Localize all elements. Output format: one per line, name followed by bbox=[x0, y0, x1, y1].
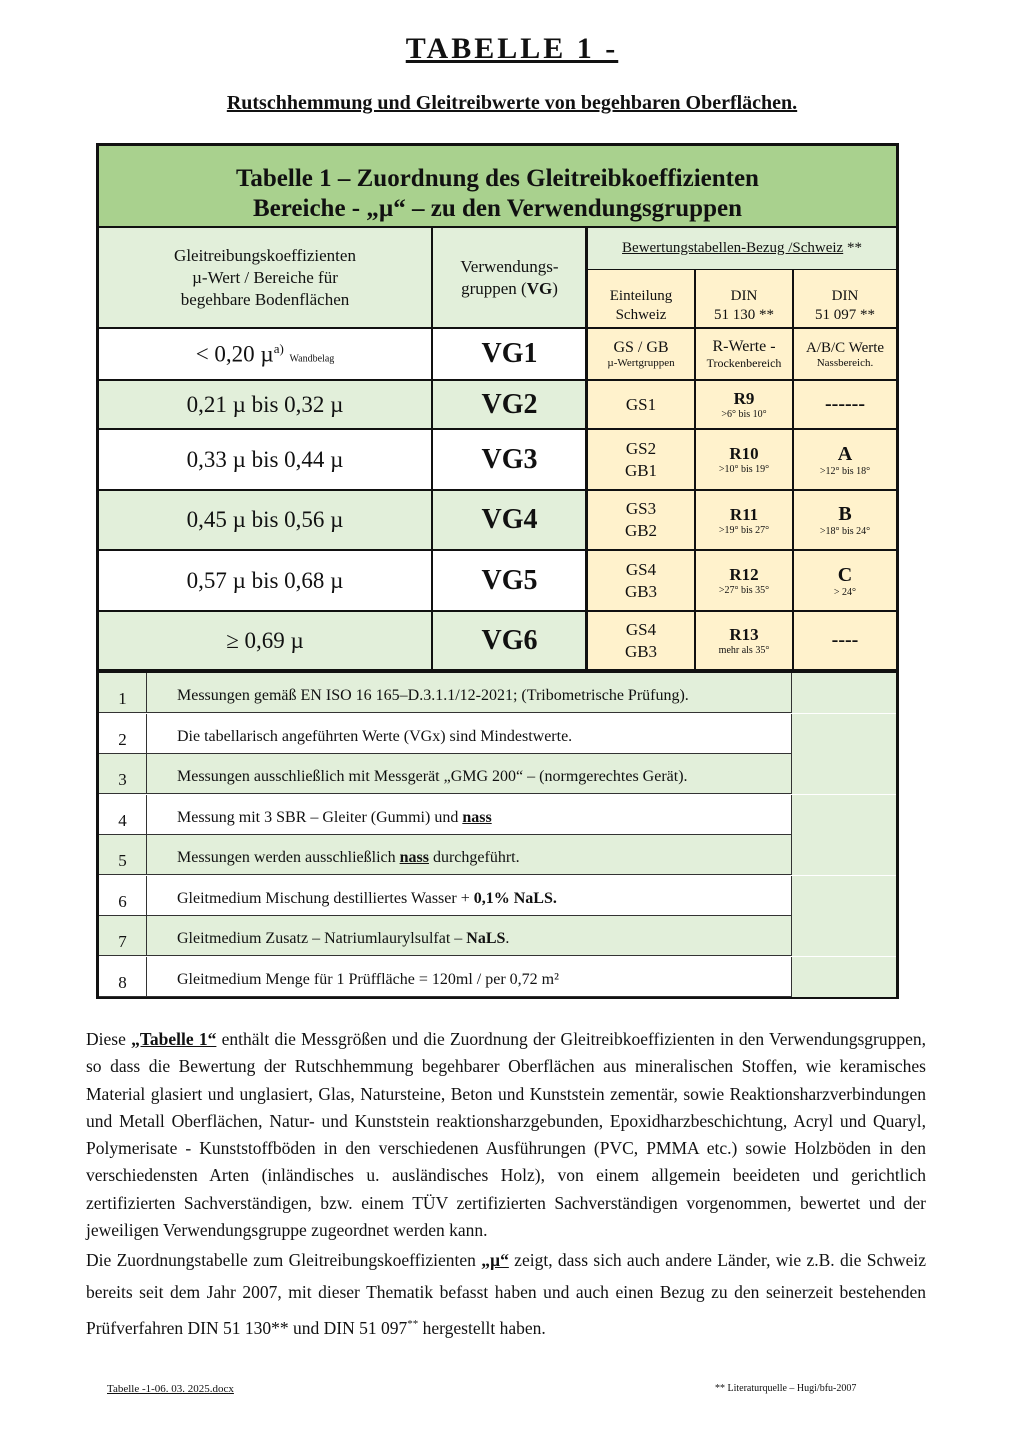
note-row bbox=[99, 835, 896, 875]
note-text: Gleitmedium Mischung destilliertes Wasser + 0,1% NaLS. bbox=[177, 889, 557, 907]
note-empty-cell bbox=[791, 876, 896, 916]
col-header-vg bbox=[431, 228, 586, 327]
row-r-value bbox=[694, 428, 792, 489]
range-value: 0,21 µ bis 0,32 µ bbox=[186, 391, 344, 417]
r-desc: >6° bis 10° bbox=[721, 409, 767, 420]
sub-header-din51130-line1: DIN bbox=[730, 287, 758, 304]
row-vg1-din51097: A/B/C Werte Nassbereich. bbox=[792, 327, 896, 379]
note-text: Gleitmedium Zusatz – Natriumlaurylsulfat – NaLS. bbox=[177, 930, 510, 947]
gb-value: GB2 bbox=[624, 521, 658, 540]
row-abc-value bbox=[792, 428, 896, 489]
sub-header-din51097-line1: DIN bbox=[831, 287, 859, 304]
row-r-value bbox=[694, 549, 792, 610]
row-group: VG3 bbox=[431, 428, 586, 489]
col-header-mu-line3: begehbare Bodenflächen bbox=[180, 289, 350, 309]
abc-desc: >18° bis 24° bbox=[819, 526, 871, 537]
footer-filename: Tabelle -1-06. 03. 2025.docx bbox=[107, 1383, 234, 1395]
r-desc: >10° bis 19° bbox=[718, 464, 770, 475]
note-number: 4 bbox=[99, 795, 147, 835]
reference-header bbox=[585, 228, 896, 270]
row-vg1-schweiz: GS / GB µ-Wertgruppen bbox=[585, 327, 694, 379]
gb-value: GB3 bbox=[624, 581, 658, 601]
row-range bbox=[99, 549, 431, 610]
note-empty-cell bbox=[791, 754, 896, 794]
row-vg1-group: VG1 bbox=[431, 327, 586, 379]
table-header-line2: Bereiche - „µ“ – zu den Verwendungsgruppen bbox=[253, 195, 742, 222]
abc-value: ------ bbox=[825, 393, 865, 415]
sub-header-schweiz-line2: Schweiz bbox=[615, 306, 667, 323]
sub-header-din51130-line2: 51 130 ** bbox=[714, 306, 774, 323]
document-title: TABELLE 1 - bbox=[405, 32, 619, 65]
table-header-line1: Tabelle 1 – Zuordnung des Gleitreibkoeffizienten bbox=[236, 165, 759, 192]
gs-value: GS1 bbox=[625, 394, 657, 414]
note-number: 7 bbox=[99, 916, 147, 956]
note-row bbox=[99, 754, 896, 794]
gb-value: GB1 bbox=[624, 460, 658, 480]
paragraph-1: Diese „Tabelle 1“ enthält die Messgrößen und die Zuordnung der Gleitreibkoeffizienten in den Verwendungsgruppen, so dass die Bewertung der Rutschhemmung begehbarer Oberflächen aus mineralischen Stoffen, wie keramisches Material glasiert und unglasiert, Glas, Natursteine, Beton und Kunststein zementär, sowie Reaktionsharzverbindungen und Metall Oberflächen, Natur- und Kunststein reaktionsharzgebunden, Epoxidharzbeschichtung, Acryl und Quaryl, Polymerisate - Kunststoffböden in den verschiedenen Ausführungen (PVC, PMMA etc.) sowie Holzböden in den verschiedensten Arten (inländisches u. ausländisches Holz), von einem allgemein beeideten und gerichtlich zertifizierten Sachverständigen, bzw. einem TÜV zertifizierten Sachverständigen vorgenommen, bewertet und der jeweiligen Verwendungsgruppe zugeordnet werden kann. bbox=[86, 1029, 926, 1241]
row-schweiz bbox=[585, 489, 694, 549]
range-value: 0,45 µ bis 0,56 µ bbox=[186, 507, 344, 532]
reference-header-label: Bewertungstabellen-Bezug /Schweiz bbox=[622, 240, 844, 256]
sub-header-din51097-line2: 51 097 ** bbox=[815, 306, 875, 323]
note-text: Messungen werden ausschließlich nass durchgeführt. bbox=[177, 849, 520, 866]
range-value: ≥ 0,69 µ bbox=[226, 627, 304, 653]
row-schweiz bbox=[585, 379, 694, 428]
abc-value: B bbox=[838, 503, 852, 525]
gs-value: GS4 bbox=[625, 559, 657, 579]
table-header bbox=[99, 146, 896, 228]
row-range bbox=[99, 610, 431, 669]
r-desc: >19° bis 27° bbox=[718, 524, 770, 536]
gs-value: GS4 bbox=[625, 619, 657, 639]
note-text: Messungen gemäß EN ISO 16 165–D.3.1.1/12-2021; (Tribometrische Prüfung). bbox=[177, 687, 689, 704]
note-number: 2 bbox=[99, 714, 147, 754]
note-number: 5 bbox=[99, 835, 147, 875]
r-value: R10 bbox=[729, 444, 759, 463]
row-vg1-range: < 0,20 µ$^{a)}$ Wandbelag bbox=[99, 327, 431, 379]
note-row bbox=[99, 916, 896, 956]
row-r-value bbox=[694, 610, 792, 669]
sub-header-din51130 bbox=[694, 270, 792, 327]
sub-header-din51097 bbox=[792, 270, 896, 327]
reference-header-suffix: ** bbox=[846, 240, 862, 256]
col-header-vg-line2: gruppen (VG) bbox=[461, 278, 558, 298]
row-range bbox=[99, 379, 431, 428]
row-schweiz bbox=[585, 549, 694, 610]
r-desc: mehr als 35° bbox=[718, 645, 770, 656]
note-number: 3 bbox=[99, 754, 147, 794]
col-header-mu bbox=[99, 228, 431, 327]
note-text: Messungen ausschließlich mit Messgerät „GMG 200“ – (normgerechtes Gerät). bbox=[177, 768, 688, 785]
row-range bbox=[99, 489, 431, 549]
note-row bbox=[99, 795, 896, 835]
row-r-value bbox=[694, 379, 792, 428]
row-vg1-din51130: R-Werte - Trockenbereich bbox=[694, 327, 792, 379]
r-value: R9 bbox=[733, 389, 755, 408]
note-empty-cell bbox=[791, 835, 896, 875]
col-header-mu-line2: µ-Wert / Bereiche für bbox=[192, 267, 338, 287]
note-empty-cell bbox=[791, 916, 896, 956]
abc-value: A bbox=[837, 442, 853, 465]
note-row bbox=[99, 714, 896, 754]
abc-desc: >12° bis 18° bbox=[819, 465, 871, 477]
row-group: VG4 bbox=[431, 489, 586, 549]
sub-header-schweiz-line1: Einteilung bbox=[609, 287, 673, 304]
row-schweiz bbox=[585, 610, 694, 669]
row-abc-value bbox=[792, 379, 896, 428]
paragraph-2: Die Zuordnungstabelle zum Gleitreibungskoeffizienten „µ“ zeigt, dass sich auch andere Länder, wie z.B. die Schweiz bereits seit dem Jahr 2007, mit dieser Thematik befasst haben und auch einen Bezug zu den seinerzeit bestehenden Prüfverfahren DIN 51 130** und DIN 51 097** hergestellt haben. bbox=[86, 1250, 926, 1339]
abc-desc: > 24° bbox=[833, 586, 857, 598]
note-row bbox=[99, 876, 896, 916]
note-row bbox=[99, 673, 896, 713]
note-row bbox=[99, 957, 896, 997]
note-empty-cell bbox=[791, 957, 896, 997]
range-value: 0,57 µ bis 0,68 µ bbox=[186, 567, 344, 593]
row-r-value bbox=[694, 489, 792, 549]
r-desc: >27° bis 35° bbox=[718, 585, 770, 596]
row-group: VG2 bbox=[431, 379, 586, 428]
row-abc-value bbox=[792, 489, 896, 549]
sub-header-schweiz bbox=[585, 270, 694, 327]
document-subtitle: Rutschhemmung und Gleitreibwerte von begehbaren Oberflächen. bbox=[226, 92, 798, 114]
gs-value: GS3 bbox=[625, 499, 657, 518]
row-abc-value bbox=[792, 549, 896, 610]
col-header-vg-line1: Verwendungs- bbox=[460, 256, 559, 276]
footer-source: ** Literaturquelle – Hugi/bfu-2007 bbox=[715, 1383, 857, 1394]
note-number: 1 bbox=[99, 673, 147, 713]
range-value: 0,33 µ bis 0,44 µ bbox=[186, 446, 344, 472]
description-paragraph bbox=[86, 1026, 926, 1344]
r-value: R13 bbox=[729, 625, 759, 644]
row-schweiz bbox=[585, 428, 694, 489]
note-number: 6 bbox=[99, 876, 147, 916]
row-range bbox=[99, 428, 431, 489]
note-text: Gleitmedium Menge für 1 Prüffläche = 120ml / per 0,72 m² bbox=[177, 970, 559, 988]
r-value: R12 bbox=[729, 565, 759, 584]
gb-value: GB3 bbox=[624, 641, 658, 661]
note-empty-cell bbox=[791, 795, 896, 835]
note-text: Messung mit 3 SBR – Gleiter (Gummi) und nass bbox=[177, 808, 492, 826]
col-header-mu-line1: Gleitreibungskoeffizienten bbox=[174, 245, 356, 265]
note-number: 8 bbox=[99, 957, 147, 997]
row-abc-value bbox=[792, 610, 896, 669]
abc-value: C bbox=[837, 563, 853, 586]
gs-value: GS2 bbox=[625, 438, 657, 458]
r-value: R11 bbox=[729, 504, 759, 524]
abc-value: ---- bbox=[831, 629, 859, 651]
row-group: VG5 bbox=[431, 549, 586, 610]
note-empty-cell bbox=[791, 714, 896, 754]
row-group: VG6 bbox=[431, 610, 586, 669]
note-empty-cell bbox=[791, 673, 896, 713]
note-text: Die tabellarisch angeführten Werte (VGx) sind Mindestwerte. bbox=[177, 727, 573, 745]
